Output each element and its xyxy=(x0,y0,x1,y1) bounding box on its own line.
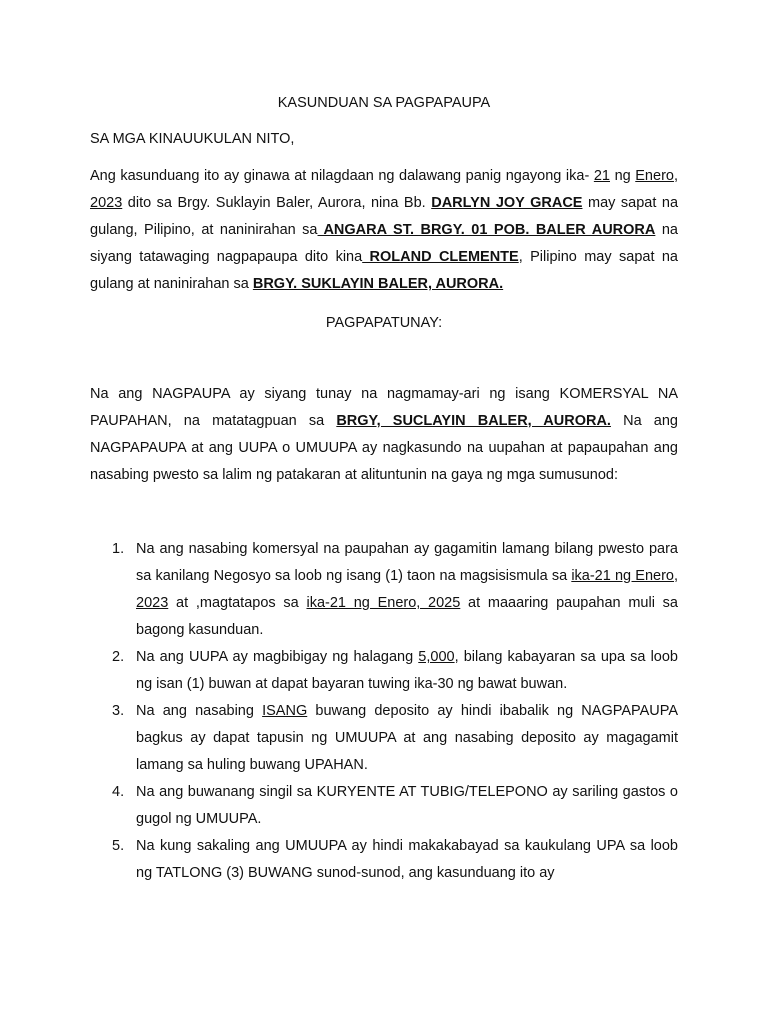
rent-amount: 5,000 xyxy=(418,649,455,665)
intro-text-3: , xyxy=(673,168,678,184)
list-item-number: 4. xyxy=(112,784,125,800)
document-title: KASUNDUAN SA PAGPAPAUPA xyxy=(277,95,491,111)
list-item-text: at ,magtatapos sa xyxy=(168,595,307,611)
attestation-text-2: Na ang NAGPAPAUPA at ang UUPA o UMUUPA ay nagkasundo na uupahan at papaupahan ang nasabing pwesto sa lalim ng patakaran at alituntunin na gaya ng mga sumusunod: xyxy=(90,413,678,483)
agreement-year: 2023 xyxy=(90,195,123,211)
lessor-name: DARLYN JOY GRACE xyxy=(431,195,583,211)
lessee-name: ROLAND CLEMENTE xyxy=(362,249,519,265)
lease-end-date: ika-21 ng Enero, 2025 xyxy=(306,595,461,611)
list-item-number: 5. xyxy=(112,838,125,854)
list-item-text: Na ang buwanang singil sa KURYENTE AT TUBIG/TELEPONO ay sariling gastos o gugol ng UMUUPA. xyxy=(136,784,678,827)
list-item xyxy=(90,644,678,698)
property-location: BRGY, SUCLAYIN BALER, AURORA. xyxy=(336,413,611,429)
list-item xyxy=(90,779,678,833)
agreement-month: Enero xyxy=(635,168,674,184)
attestation-text-1: Na ang NAGPAUPA ay siyang tunay na nagmamay-ari ng isang KOMERSYAL NA PAUPAHAN, na matatagpuan sa xyxy=(90,386,678,429)
intro-text-7: , Pilipino may sapat na gulang at naninirahan sa xyxy=(90,249,678,292)
lessor-address: ANGARA ST. BRGY. 01 POB. BALER AURORA xyxy=(317,222,656,238)
lease-start-date: ika-21 ng Enero, 2023 xyxy=(136,568,678,611)
intro-text-4: dito sa Brgy. Suklayin Baler, Aurora, nina Bb. xyxy=(122,195,432,211)
attestation-paragraph xyxy=(90,381,678,489)
list-item xyxy=(90,833,678,887)
list-item-number: 3. xyxy=(112,703,125,719)
intro-text-5: may sapat na gulang, Pilipino, at naninirahan sa xyxy=(90,195,679,238)
list-item-text: buwang deposito ay hindi ibabalik ng NAGPAPAUPA bagkus ay dapat tapusin ng UMUUPA at ang nasabing deposito ay magagamit lamang sa huling buwang UPAHAN. xyxy=(136,703,678,773)
list-item-text: , bilang kabayaran sa upa sa loob ng isan (1) buwan at dapat bayaran tuwing ika-30 ng bawat buwan. xyxy=(136,649,678,692)
terms-list xyxy=(90,536,678,887)
intro-text-6: na siyang tatawaging nagpapaupa dito kina xyxy=(90,222,678,265)
list-item-number: 2. xyxy=(112,649,125,665)
agreement-day: 21 xyxy=(593,168,610,184)
intro-text-1: Ang kasunduang ito ay ginawa at nilagdaan ng dalawang panig ngayong ika- xyxy=(90,168,594,184)
list-item-number: 1. xyxy=(112,541,125,557)
salutation: SA MGA KINAUUKULAN NITO, xyxy=(90,131,295,147)
deposit-count: ISANG xyxy=(262,703,308,719)
list-item-text: Na ang nasabing komersyal na paupahan ay gagamitin lamang bilang pwesto para sa kanilang Negosyo sa loob ng isang (1) taon na magsisismula sa xyxy=(136,541,678,584)
list-item xyxy=(90,536,678,644)
list-item xyxy=(90,698,678,779)
list-item-text: Na kung sakaling ang UMUUPA ay hindi makakabayad sa kaukulang UPA sa loob ng TATLONG (3) BUWANG sunod-sunod, ang kasunduang ito ay xyxy=(136,838,678,881)
section-subtitle: PAGPAPATUNAY: xyxy=(325,315,443,331)
list-item-text: Na ang UUPA ay magbibigay ng halagang xyxy=(136,649,419,665)
list-item-text: at maaaring paupahan muli sa bagong kasunduan. xyxy=(136,595,678,638)
list-item-text: Na ang nasabing xyxy=(136,703,263,719)
intro-text-2: ng xyxy=(610,168,636,184)
intro-paragraph xyxy=(90,163,678,298)
lessee-address: BRGY. SUKLAYIN BALER, AURORA. xyxy=(252,276,504,292)
